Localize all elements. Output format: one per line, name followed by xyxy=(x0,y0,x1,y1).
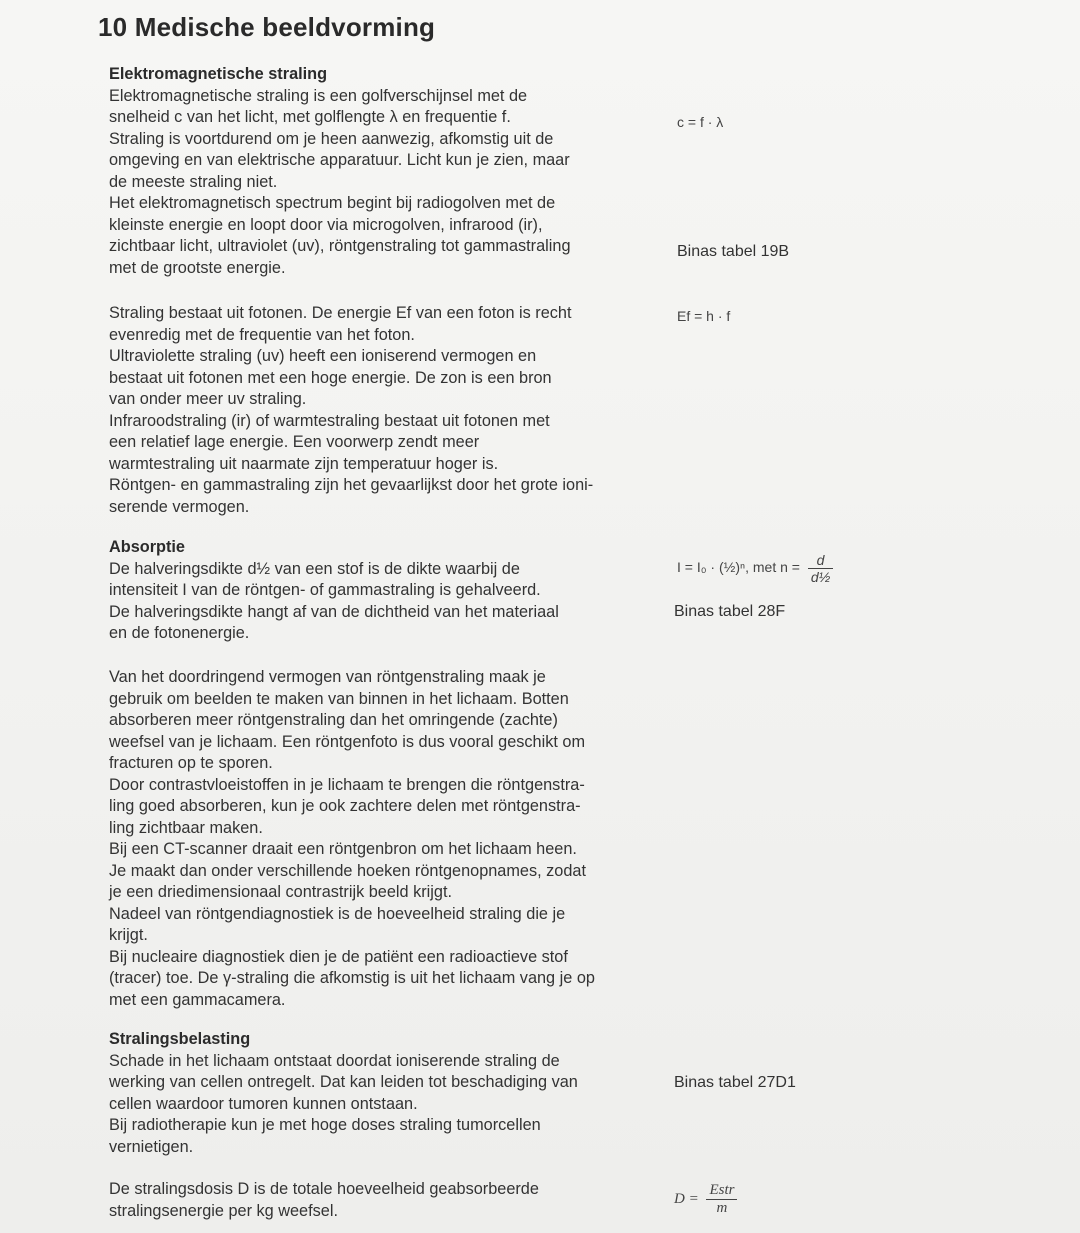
text-line: warmtestraling uit naarmate zijn temperatuur hoger is. xyxy=(109,454,499,473)
text-line: Ultraviolette straling (uv) heeft een ioniserend vermogen en xyxy=(109,347,537,365)
text-line: zichtbaar licht, ultraviolet (uv), röntgenstraling tot gammastraling xyxy=(109,237,571,255)
text-line: ling zichtbaar maken. xyxy=(109,818,263,837)
binas-reference: Binas tabel 19B xyxy=(677,243,790,260)
text-line: serende vermogen. xyxy=(109,497,250,516)
text-line: (tracer) toe. De γ-straling die afkomstig is uit het lichaam vang je op xyxy=(109,969,595,987)
text-line: je een driedimensionaal contrastrijk beeld krijgt. xyxy=(109,883,452,901)
text-line: Door contrastvloeistoffen in je lichaam te brengen die röntgenstra- xyxy=(109,775,585,794)
text-line: De halveringsdikte hangt af van de dichtheid van het materiaal xyxy=(109,602,559,621)
text-line: een relatief lage energie. Een voorwerp zendt meer xyxy=(109,433,480,451)
text-line: Straling bestaat uit fotonen. De energie Ef van een foton is recht xyxy=(109,304,572,322)
text-line: De halveringsdikte d½ van een stof is de dikte waarbij de xyxy=(109,559,520,578)
text-line: fracturen op te sporen. xyxy=(109,754,273,772)
fraction xyxy=(808,552,833,585)
section-absorption xyxy=(109,537,669,645)
fraction-numerator: Estr xyxy=(706,1182,737,1200)
formula-main: I = I₀ · (½)ⁿ, met n = xyxy=(677,559,800,576)
text-line: De stralingsdosis D is de totale hoeveelheid geabsorbeerde xyxy=(109,1180,539,1198)
text-line: Elektromagnetische straling is een golfverschijnsel met de xyxy=(109,86,528,105)
text-line: met een gammacamera. xyxy=(109,990,286,1009)
text-line: bestaat uit fotonen met een hoge energie. De zon is een bron xyxy=(109,368,552,387)
text-line: Schade in het lichaam ontstaat doordat ioniserende straling de xyxy=(109,1051,560,1070)
text-line: omgeving en van elektrische apparatuur. Licht kun je zien, maar xyxy=(109,151,570,169)
text-line: met de grootste energie. xyxy=(109,258,286,277)
text-line: Röntgen- en gammastraling zijn het gevaarlijkst door het grote ioni- xyxy=(109,476,594,494)
section-heading: Absorptie xyxy=(109,538,185,556)
photon-energy-formula: Ef = h · f xyxy=(677,308,731,324)
text-line: en de fotonenergie. xyxy=(109,624,250,642)
formula-lhs: D = xyxy=(674,1190,699,1207)
dose-formula xyxy=(674,1182,737,1217)
text-line: Bij nucleaire diagnostiek dien je de patiënt een radioactieve stof xyxy=(109,947,568,966)
text-line: evenredig met de frequentie van het foton. xyxy=(109,325,415,344)
text-line: kleinste energie en loopt door via microgolven, infrarood (ir), xyxy=(109,215,543,234)
wave-formula: c = f · λ xyxy=(677,114,724,130)
section-dose xyxy=(109,1179,669,1222)
text-line: Nadeel van röntgendiagnostiek is de hoeveelheid straling die je xyxy=(109,904,566,923)
section-heading: Elektromagnetische straling xyxy=(109,65,328,83)
text-line: stralingsenergie per kg weefsel. xyxy=(109,1201,338,1220)
text-line: absorberen meer röntgenstraling dan het omringende (zachte) xyxy=(109,711,558,729)
text-line: krijgt. xyxy=(109,926,148,944)
text-line: Van het doordringend vermogen van röntgenstraling maak je xyxy=(109,668,546,686)
binas-reference: Binas tabel 28F xyxy=(674,603,786,620)
binas-reference: Binas tabel 27D1 xyxy=(674,1074,796,1091)
text-line: Infraroodstraling (ir) of warmtestraling bestaat uit fotonen met xyxy=(109,411,550,430)
page-title: 10 Medische beeldvorming xyxy=(98,12,436,42)
text-line: snelheid c van het licht, met golflengte λ en frequentie f. xyxy=(109,108,511,126)
text-line: de meeste straling niet. xyxy=(109,172,278,191)
fraction-denominator: m xyxy=(716,1200,728,1216)
text-line: Bij een CT-scanner draait een röntgenbron om het lichaam heen. xyxy=(109,840,577,858)
section-heading: Stralingsbelasting xyxy=(109,1030,251,1048)
text-line: Het elektromagnetisch spectrum begint bij radiogolven met de xyxy=(109,194,556,212)
section-photons xyxy=(109,303,669,518)
text-line: intensiteit I van de röntgen- of gammastraling is gehalveerd. xyxy=(109,581,541,599)
fraction xyxy=(706,1182,737,1217)
text-line: vernietigen. xyxy=(109,1137,194,1156)
text-line: weefsel van je lichaam. Een röntgenfoto is dus vooral geschikt om xyxy=(109,732,586,751)
text-line: cellen waardoor tumoren kunnen ontstaan. xyxy=(109,1094,418,1113)
section-em-radiation xyxy=(109,64,669,279)
text-line: Bij radiotherapie kun je met hoge doses straling tumorcellen xyxy=(109,1116,541,1134)
text-line: werking van cellen ontregelt. Dat kan leiden tot beschadiging van xyxy=(109,1073,578,1091)
fraction-denominator: d½ xyxy=(810,569,831,585)
text-line: van onder meer uv straling. xyxy=(109,390,307,408)
text-line: gebruik om beelden te maken van binnen in het lichaam. Botten xyxy=(109,689,569,708)
section-xray-imaging xyxy=(109,667,669,1011)
text-line: Je maakt dan onder verschillende hoeken röntgenopnames, zodat xyxy=(109,861,586,880)
absorption-formula xyxy=(677,552,833,585)
fraction-numerator: d xyxy=(808,552,833,569)
text-line: ling goed absorberen, kun je ook zachtere delen met röntgenstra- xyxy=(109,797,581,815)
text-line: Straling is voortdurend om je heen aanwezig, afkomstig uit de xyxy=(109,129,554,148)
section-radiation-load xyxy=(109,1029,669,1158)
